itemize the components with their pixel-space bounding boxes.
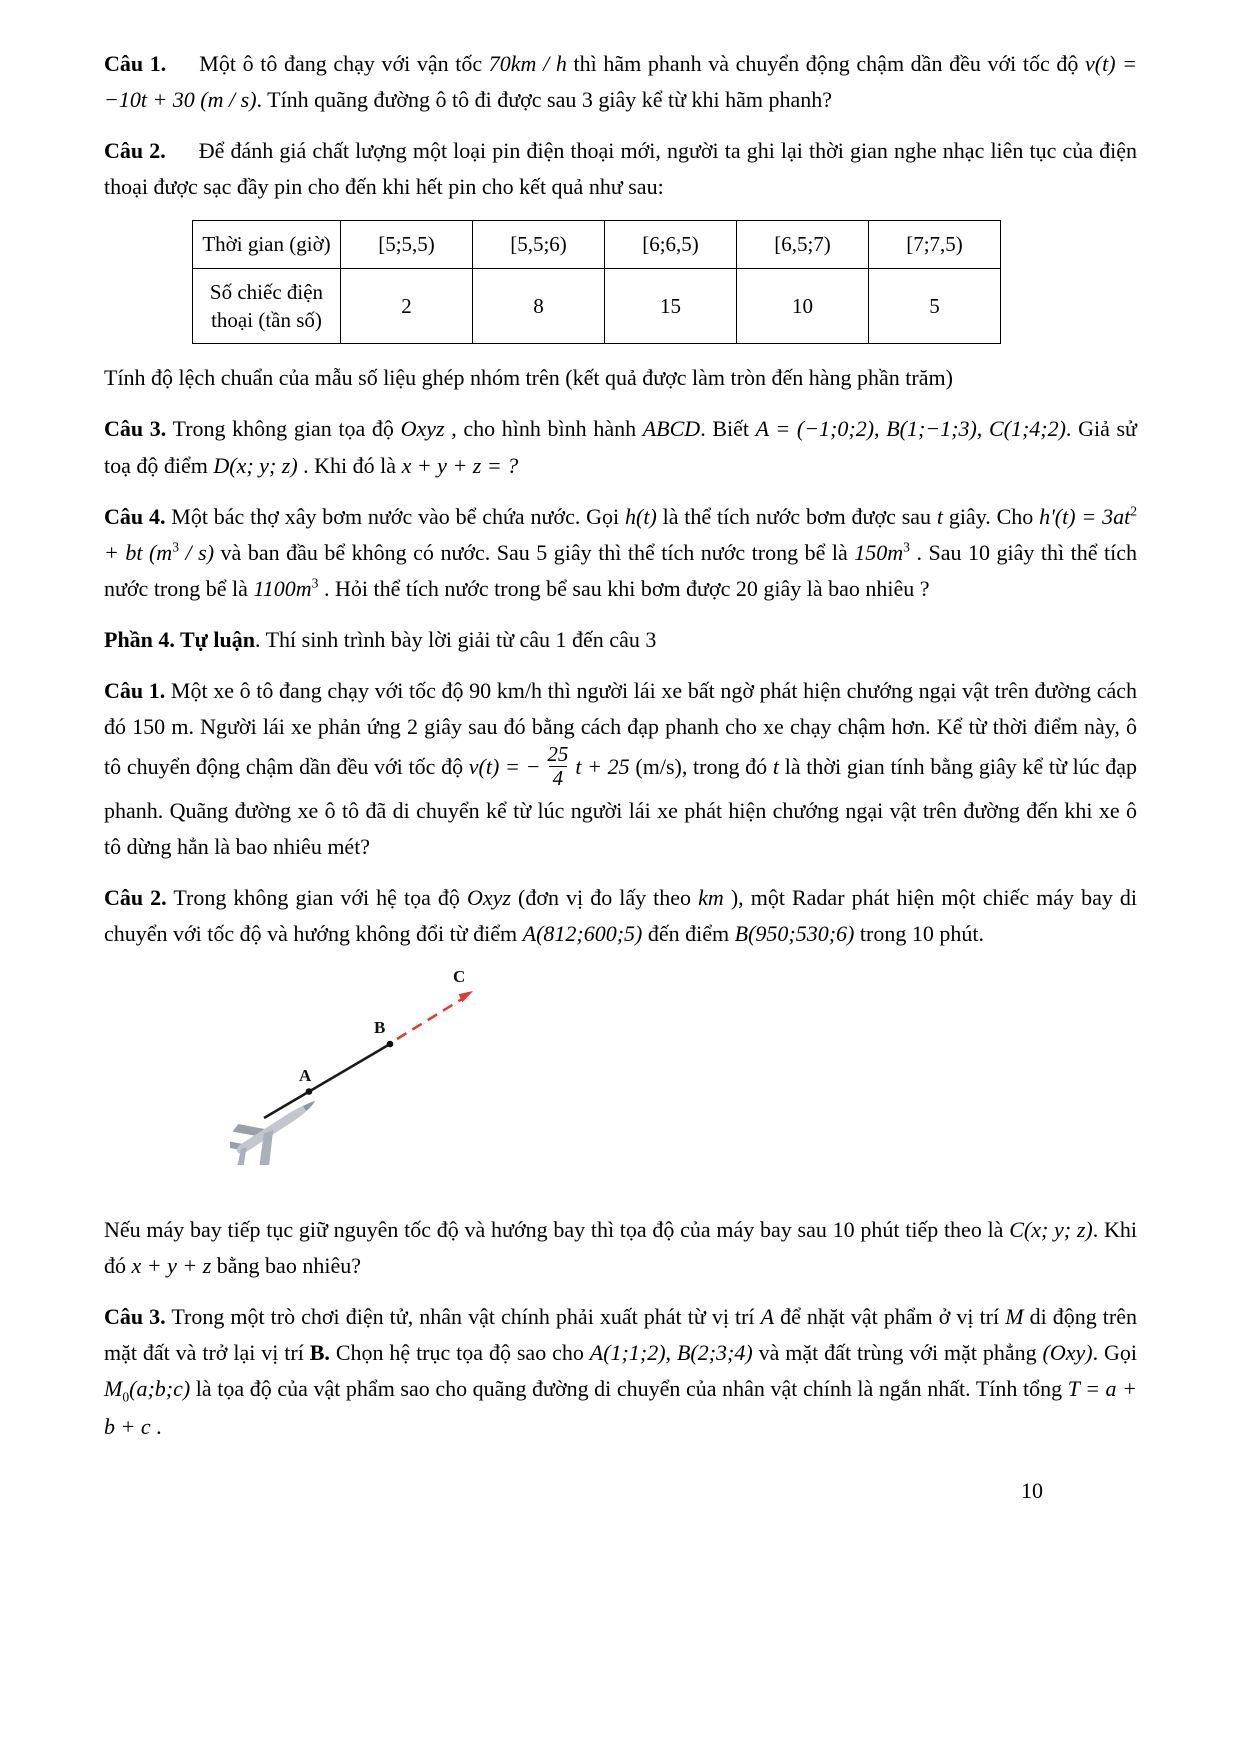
text-segment: t xyxy=(936,503,943,529)
text-segment: 1100m xyxy=(253,575,312,601)
question-mc-2 xyxy=(104,133,1137,205)
text-segment: 2 xyxy=(1130,503,1137,519)
text-segment: là thời gian tính bằng giây kể từ lúc đạp phanh. Quãng đường xe ô tô đã di chuyển kể từ lúc người lái xe phát hiện chướng ngại vật trên đường đến khi xe ô tô dừng hẳn là bao nhiêu mét? xyxy=(104,754,1137,859)
text-segment: v(t) = − xyxy=(468,754,541,779)
text-segment: B(2;3;4) xyxy=(676,1340,753,1366)
page-number: 10 xyxy=(1021,1478,1043,1503)
text-segment: (Oxy) xyxy=(1042,1340,1093,1366)
part4-heading xyxy=(104,622,1137,658)
text-segment: C(x; y; z) xyxy=(1009,1217,1093,1243)
table-cell: 5 xyxy=(869,268,1001,344)
text-segment: B(950;530;6) xyxy=(734,921,855,947)
airplane-figure xyxy=(230,967,1137,1170)
table-cell: 10 xyxy=(737,268,869,344)
table-cell: [5;5,5) xyxy=(341,221,473,268)
text-segment: là tọa độ của vật phẩm sao cho quãng đường di chuyển của nhân vật chính là ngắn nhất. Tính tổng xyxy=(190,1376,1068,1402)
text-segment: $\frac{25}{4}$ xyxy=(547,742,569,791)
text-segment: 0 xyxy=(122,1389,130,1405)
text-segment: . Giả sử toạ độ điểm xyxy=(104,416,1137,478)
text-segment: . Thí sinh trình bày lời giải từ câu 1 đến câu 3 xyxy=(254,626,657,652)
question-essay-2-note xyxy=(104,1212,1137,1284)
point-a-label: A xyxy=(299,1066,312,1086)
text-segment: 3 xyxy=(903,539,910,555)
text-segment: A(812;600;5) xyxy=(522,921,643,947)
table-cell: 15 xyxy=(605,268,737,344)
text-segment: Trong không gian với hệ tọa độ xyxy=(166,885,467,911)
text-segment: Một ô tô đang chạy với vận tốc xyxy=(166,51,489,76)
text-segment: và ban đầu bể không có nước. Sau 5 giây thì thể tích nước trong bể là xyxy=(214,539,855,565)
text-segment: Phần 4. Tự luận xyxy=(104,626,255,652)
text-segment: Tính độ lệch chuẩn của mẫu số liệu ghép nhóm trên (kết quả được làm tròn đến hàng phần trăm) xyxy=(104,365,953,391)
text-segment: h'(t) = 3at xyxy=(1039,503,1131,529)
text-segment: t xyxy=(772,754,780,779)
point-a-dot xyxy=(306,1088,313,1095)
text-segment: ABCD xyxy=(642,416,701,442)
text-segment: . Tính quãng đường ô tô đi được sau 3 giây kể từ khi hãm phanh? xyxy=(256,87,833,113)
question-essay-2 xyxy=(104,880,1137,952)
airplane-figure-svg xyxy=(230,967,522,1165)
predicted-path-dashed-line xyxy=(397,999,462,1039)
text-segment: / s) xyxy=(179,539,215,565)
question-mc-1 xyxy=(104,46,1137,118)
text-segment: Câu 4. xyxy=(104,503,166,529)
text-segment: Một xe ô tô đang chạy với tốc độ 90 km/h thì người lái xe bất ngờ phát hiện chướng ngại vật trên đường cách đó 150 m. Người lái xe phản ứng 2 giây sau đó bằng cách đạp phanh cho xe chạy chậm hơn. Kể từ thời điểm này, ô tô chuyển động chậm dần đều với tốc độ xyxy=(104,677,1137,779)
text-segment: Câu 1. xyxy=(104,51,167,76)
text-segment: . Biết xyxy=(700,416,756,442)
table-row-values xyxy=(193,268,1001,344)
text-segment: là thể tích nước bơm được sau xyxy=(656,503,937,529)
text-segment: 70km / h xyxy=(488,51,567,76)
text-segment: h(t) xyxy=(625,503,657,529)
question-essay-3 xyxy=(104,1299,1137,1445)
text-segment: trong 10 phút. xyxy=(854,921,984,947)
text-segment: Câu 2. xyxy=(104,138,166,164)
table-cell: 8 xyxy=(473,268,605,344)
table-cell: 2 xyxy=(341,268,473,344)
text-segment: . Sau 10 giây thì thể tích nước trong bể là xyxy=(104,539,1138,601)
text-segment: Câu 2. xyxy=(104,885,167,911)
text-segment: . Gọi xyxy=(1092,1340,1138,1366)
point-b-label: B xyxy=(374,1018,386,1038)
text-segment: Để đánh giá chất lượng một loại pin điện thoại mới, người ta ghi lại thời gian nghe nhạc liên tục của điện thoại được sạc đầy pin cho đến khi hết pin cho kết quả như sau: xyxy=(104,138,1138,200)
question-mc-3 xyxy=(104,411,1137,483)
text-segment: . xyxy=(150,1414,162,1440)
flight-path-line xyxy=(264,1044,390,1118)
text-segment: t + 25 xyxy=(575,754,630,779)
text-segment: A = (−1;0;2) xyxy=(755,416,875,442)
text-segment: ), một Radar phát hiện một chiếc máy bay di chuyển với tốc độ và hướng không đổi từ điểm xyxy=(104,885,1138,947)
text-segment: Nếu máy bay tiếp tục giữ nguyên tốc độ và hướng bay thì tọa độ của máy bay sau 10 phút tiếp theo là xyxy=(104,1217,1010,1243)
text-segment: Chọn hệ trục tọa độ sao cho xyxy=(329,1340,590,1366)
text-segment: di động trên mặt đất và trở lại vị trí xyxy=(104,1304,1137,1366)
table-cell: [7;7,5) xyxy=(869,221,1001,268)
text-segment: Oxyz xyxy=(466,885,511,911)
question-mc-4 xyxy=(104,499,1137,607)
text-segment: + bt xyxy=(104,539,149,565)
text-segment: Câu 3. xyxy=(104,1304,166,1330)
text-segment: C(1;4;2) xyxy=(988,416,1066,442)
text-segment: v(t) = −10t + 30 (m / s) xyxy=(104,51,1138,113)
text-segment: x + y + z = ? xyxy=(401,452,519,478)
text-segment: B. xyxy=(309,1340,330,1366)
text-segment: đến điểm xyxy=(642,921,735,947)
text-segment: (m/s), trong đó xyxy=(629,754,773,779)
text-segment: . Hỏi thể tích nước trong bể sau khi bơm được 20 giây là bao nhiêu ? xyxy=(318,575,930,601)
point-c-label: C xyxy=(453,967,466,987)
text-segment: (a;b;c) xyxy=(129,1376,191,1402)
text-segment: và mặt đất trùng với mặt phẳng xyxy=(752,1340,1043,1366)
text-segment: , xyxy=(976,416,989,442)
table-row-header xyxy=(193,221,1001,268)
text-segment: (m xyxy=(148,539,173,565)
text-segment: x + y + z xyxy=(131,1253,212,1279)
text-segment: , cho hình bình hành xyxy=(444,416,643,442)
question-mc-2-note xyxy=(104,360,1137,396)
point-b-dot xyxy=(387,1041,394,1048)
text-segment: bằng bao nhiêu? xyxy=(211,1253,361,1279)
text-segment: Oxyz xyxy=(400,416,445,442)
text-segment: (đơn vị đo lấy theo xyxy=(510,885,699,911)
text-segment: Câu 1. xyxy=(104,677,166,703)
text-segment: 3 xyxy=(311,575,319,591)
text-segment: Câu 3. xyxy=(104,416,167,442)
text-segment: thì hãm phanh và chuyển động chậm dần đều với tốc độ xyxy=(566,51,1085,76)
text-segment: . Khi đó là xyxy=(297,452,402,478)
text-segment: M xyxy=(1005,1304,1024,1330)
text-segment: A xyxy=(760,1304,775,1330)
text-segment: A(1;1;2) xyxy=(589,1340,666,1366)
text-segment: 3 xyxy=(172,539,180,555)
text-segment: , xyxy=(874,416,887,442)
text-segment: D(x; y; z) xyxy=(213,452,298,478)
text-segment: , xyxy=(665,1340,677,1366)
text-segment: Trong một trò chơi điện tử, nhân vật chính phải xuất phát từ vị trí xyxy=(165,1304,761,1330)
text-segment: Một bác thợ xây bơm nước vào bể chứa nước. Gọi xyxy=(165,503,625,529)
frequency-table xyxy=(192,220,1001,344)
table-cell: [5,5;6) xyxy=(473,221,605,268)
text-segment: Trong không gian tọa độ xyxy=(166,416,401,442)
table-cell: [6,5;7) xyxy=(737,221,869,268)
text-segment: để nhặt vật phẩm ở vị trí xyxy=(774,1304,1006,1330)
airplane-icon xyxy=(230,1082,332,1165)
text-segment: giây. Cho xyxy=(942,503,1040,529)
text-segment: T = a + b + c xyxy=(104,1376,1137,1440)
table-cell: Số chiếc điện thoại (tần số) xyxy=(193,268,341,344)
text-segment: km xyxy=(698,885,724,911)
text-segment: . Khi đó xyxy=(104,1217,1137,1279)
table-cell: Thời gian (giờ) xyxy=(193,221,341,268)
text-segment: M xyxy=(104,1376,123,1402)
question-essay-1 xyxy=(104,673,1137,865)
table-cell: [6;6,5) xyxy=(605,221,737,268)
text-segment: 150m xyxy=(854,539,904,565)
text-segment: B(1;−1;3) xyxy=(886,416,977,442)
